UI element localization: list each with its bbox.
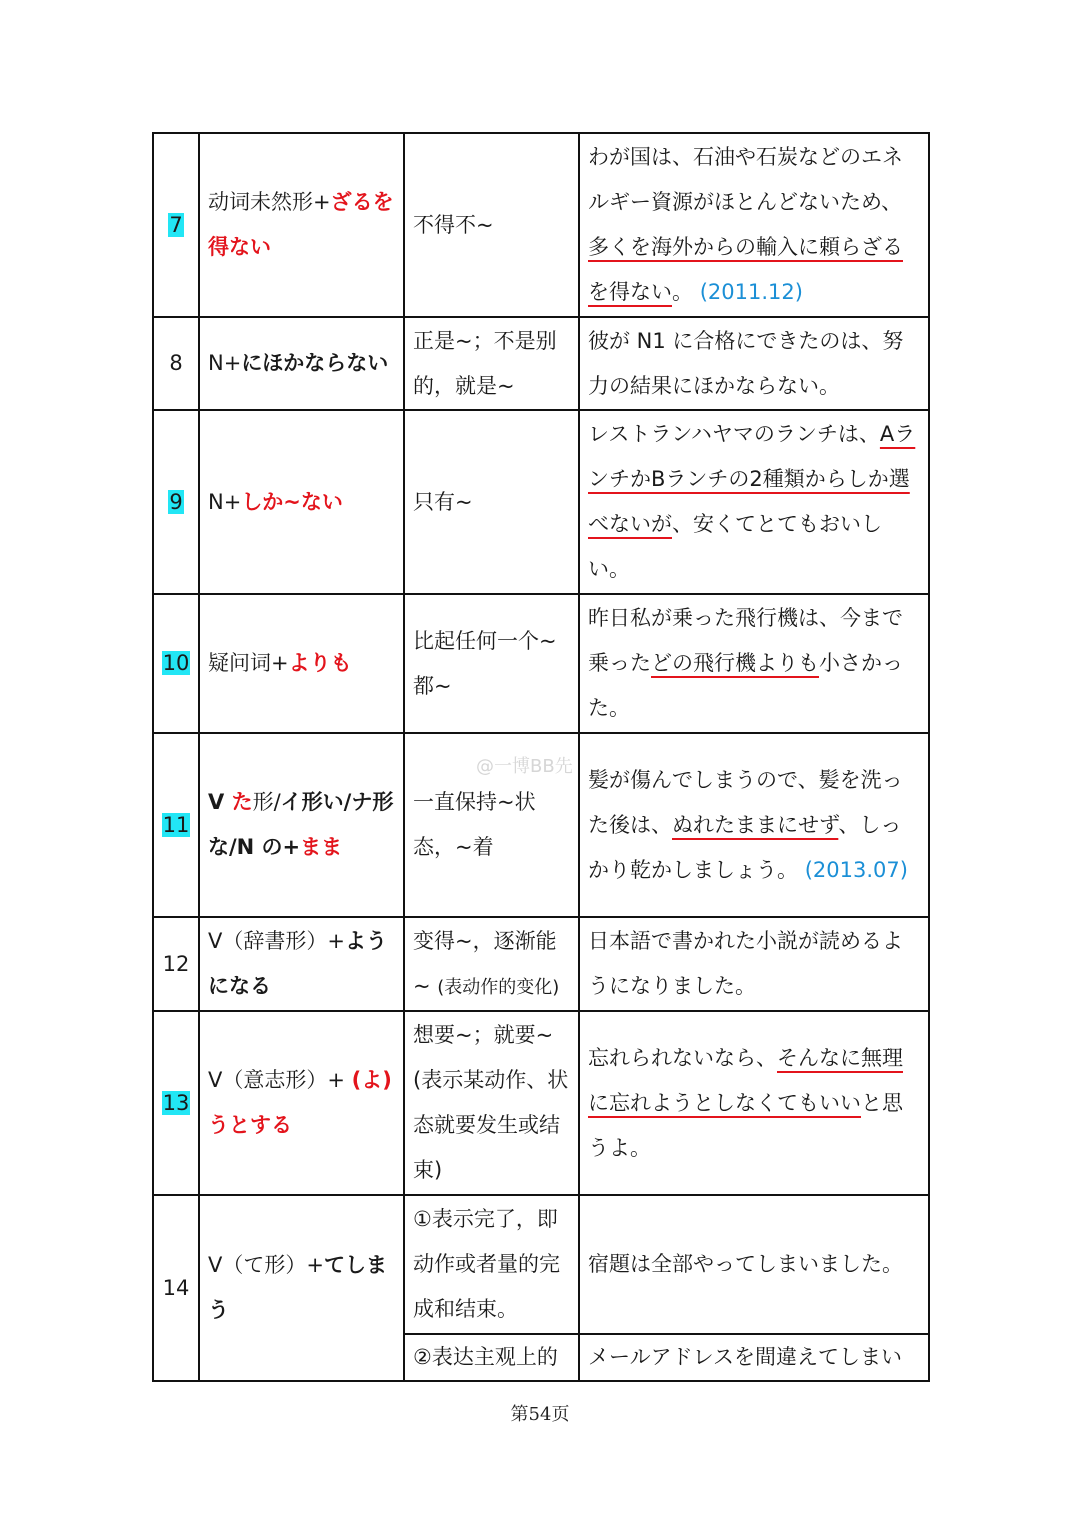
text-segment: N+ xyxy=(208,489,242,514)
text-segment: よりも xyxy=(288,651,352,675)
text-segment: 、しっかり乾かしましょう。 xyxy=(588,812,902,882)
row-number: 11 xyxy=(153,733,199,917)
example-sentence xyxy=(579,917,929,1011)
grammar-pattern xyxy=(199,917,404,1011)
text-segment: 忘れられないなら、 xyxy=(588,1045,777,1070)
grammar-pattern xyxy=(199,1195,404,1381)
text-segment: 多くを海外からの輸入に頼らざるを得ない xyxy=(588,235,903,304)
text-segment: ①表示完了，即动作或者量的完成和结束。 xyxy=(413,1207,560,1321)
text-segment: 疑问词+ xyxy=(208,651,289,675)
text-segment: 小さかった。 xyxy=(588,651,903,720)
text-segment: レストランハヤマのランチは、 xyxy=(588,422,880,446)
example-sentence xyxy=(579,1334,929,1381)
grammar-pattern xyxy=(199,317,404,410)
text-segment: 比起任何一个~都~ xyxy=(413,628,557,698)
text-segment: (よ)うとする xyxy=(208,1068,392,1137)
row-number: 9 xyxy=(153,410,199,594)
text-segment: しか~ない xyxy=(241,489,343,514)
text-segment: メールアドレスを間違えてしまい xyxy=(588,1345,902,1369)
grammar-pattern xyxy=(199,733,404,917)
table-row xyxy=(153,133,929,317)
text-segment: 宿題は全部やってしまいました。 xyxy=(588,1252,903,1276)
meaning-cell xyxy=(404,1011,579,1195)
text-segment: イ形い/ナ形な/N の+ xyxy=(208,790,394,859)
text-segment: 、安くてとてもおいしい。 xyxy=(588,512,882,581)
grammar-pattern xyxy=(199,133,404,317)
row-number: 8 xyxy=(153,317,199,410)
text-segment: 一直保持~状态，~着 xyxy=(413,790,536,859)
text-segment: AランチかBランチの2種類からしか選べないが xyxy=(588,422,916,536)
page-number-footer: 第54页 xyxy=(510,1404,570,1425)
watermark-text: @一博BB先 xyxy=(476,756,573,777)
text-segment: (2013.07) xyxy=(804,857,908,882)
table-row xyxy=(153,1011,929,1195)
text-segment: と思うよ。 xyxy=(588,1090,903,1160)
row-number: 13 xyxy=(153,1011,199,1195)
text-segment: V xyxy=(208,790,232,814)
text-segment: V（て形）+ xyxy=(208,1253,324,1277)
text-segment: どの飛行機よりも xyxy=(651,651,819,675)
meaning-cell xyxy=(404,1334,579,1381)
table-row xyxy=(153,317,929,410)
example-sentence xyxy=(579,317,929,410)
text-segment: 只有~ xyxy=(413,489,473,514)
table-row xyxy=(153,917,929,1011)
example-sentence xyxy=(579,133,929,317)
row-number: 10 xyxy=(153,594,199,733)
text-segment: 形/ xyxy=(252,790,281,814)
text-segment: 。 xyxy=(672,280,700,304)
row-number: 12 xyxy=(153,917,199,1011)
text-segment: N+ xyxy=(208,351,242,375)
meaning-cell xyxy=(404,1195,579,1334)
text-segment: 动词未然形+ xyxy=(208,190,331,214)
text-segment: 髪が傷んでしまうので、髪を洗った後は、 xyxy=(588,767,903,837)
text-segment: 日本語で書かれた小説が読めるようになりました。 xyxy=(588,929,903,998)
text-segment: 变得~，逐渐能~ xyxy=(413,928,557,998)
text-segment: ②表达主观上的 xyxy=(413,1345,558,1369)
example-sentence xyxy=(579,733,929,917)
table-row xyxy=(153,410,929,594)
text-segment: 不得不~ xyxy=(413,212,494,237)
text-segment: そんなに無理に忘れようとしなくてもいい xyxy=(588,1045,903,1115)
text-segment: ざるを得ない xyxy=(208,190,394,259)
table-row xyxy=(153,1195,929,1334)
row-number: 14 xyxy=(153,1195,199,1381)
grammar-pattern xyxy=(199,594,404,733)
grammar-pattern xyxy=(199,410,404,594)
example-sentence xyxy=(579,594,929,733)
text-segment: まま xyxy=(300,835,343,859)
grammar-pattern xyxy=(199,1011,404,1195)
example-sentence xyxy=(579,1195,929,1334)
row-number: 7 xyxy=(153,133,199,317)
text-segment: V（意志形）+ xyxy=(208,1068,352,1092)
meaning-cell xyxy=(404,410,579,594)
text-segment: 彼が N1 に合格にできたのは、努力の結果にほかならない。 xyxy=(588,328,904,398)
example-sentence xyxy=(579,410,929,594)
example-sentence xyxy=(579,1011,929,1195)
text-segment: てしまう xyxy=(208,1253,387,1322)
meaning-cell xyxy=(404,133,579,317)
text-segment: た xyxy=(231,790,253,814)
table-row xyxy=(153,594,929,733)
text-segment: (2011.12) xyxy=(699,280,803,304)
meaning-cell xyxy=(404,317,579,410)
text-segment: (表动作的变化) xyxy=(437,976,560,998)
text-segment: 昨日私が乗った飛行機は、今まで乗った xyxy=(588,606,903,675)
text-segment: ようになる xyxy=(208,929,387,998)
meaning-cell xyxy=(404,917,579,1011)
text-segment: にほかならない xyxy=(241,351,389,375)
meaning-cell xyxy=(404,594,579,733)
text-segment: わが国は、石油や石炭などのエネルギー資源がほとんどないため、 xyxy=(588,145,903,214)
text-segment: 正是~；不是别的，就是~ xyxy=(413,328,557,398)
text-segment: V（辞書形）+ xyxy=(208,929,345,953)
text-segment: 想要~；就要~ (表示某动作、状态就要发生或结束) xyxy=(413,1023,569,1182)
text-segment: ぬれたままにせず xyxy=(672,812,839,837)
